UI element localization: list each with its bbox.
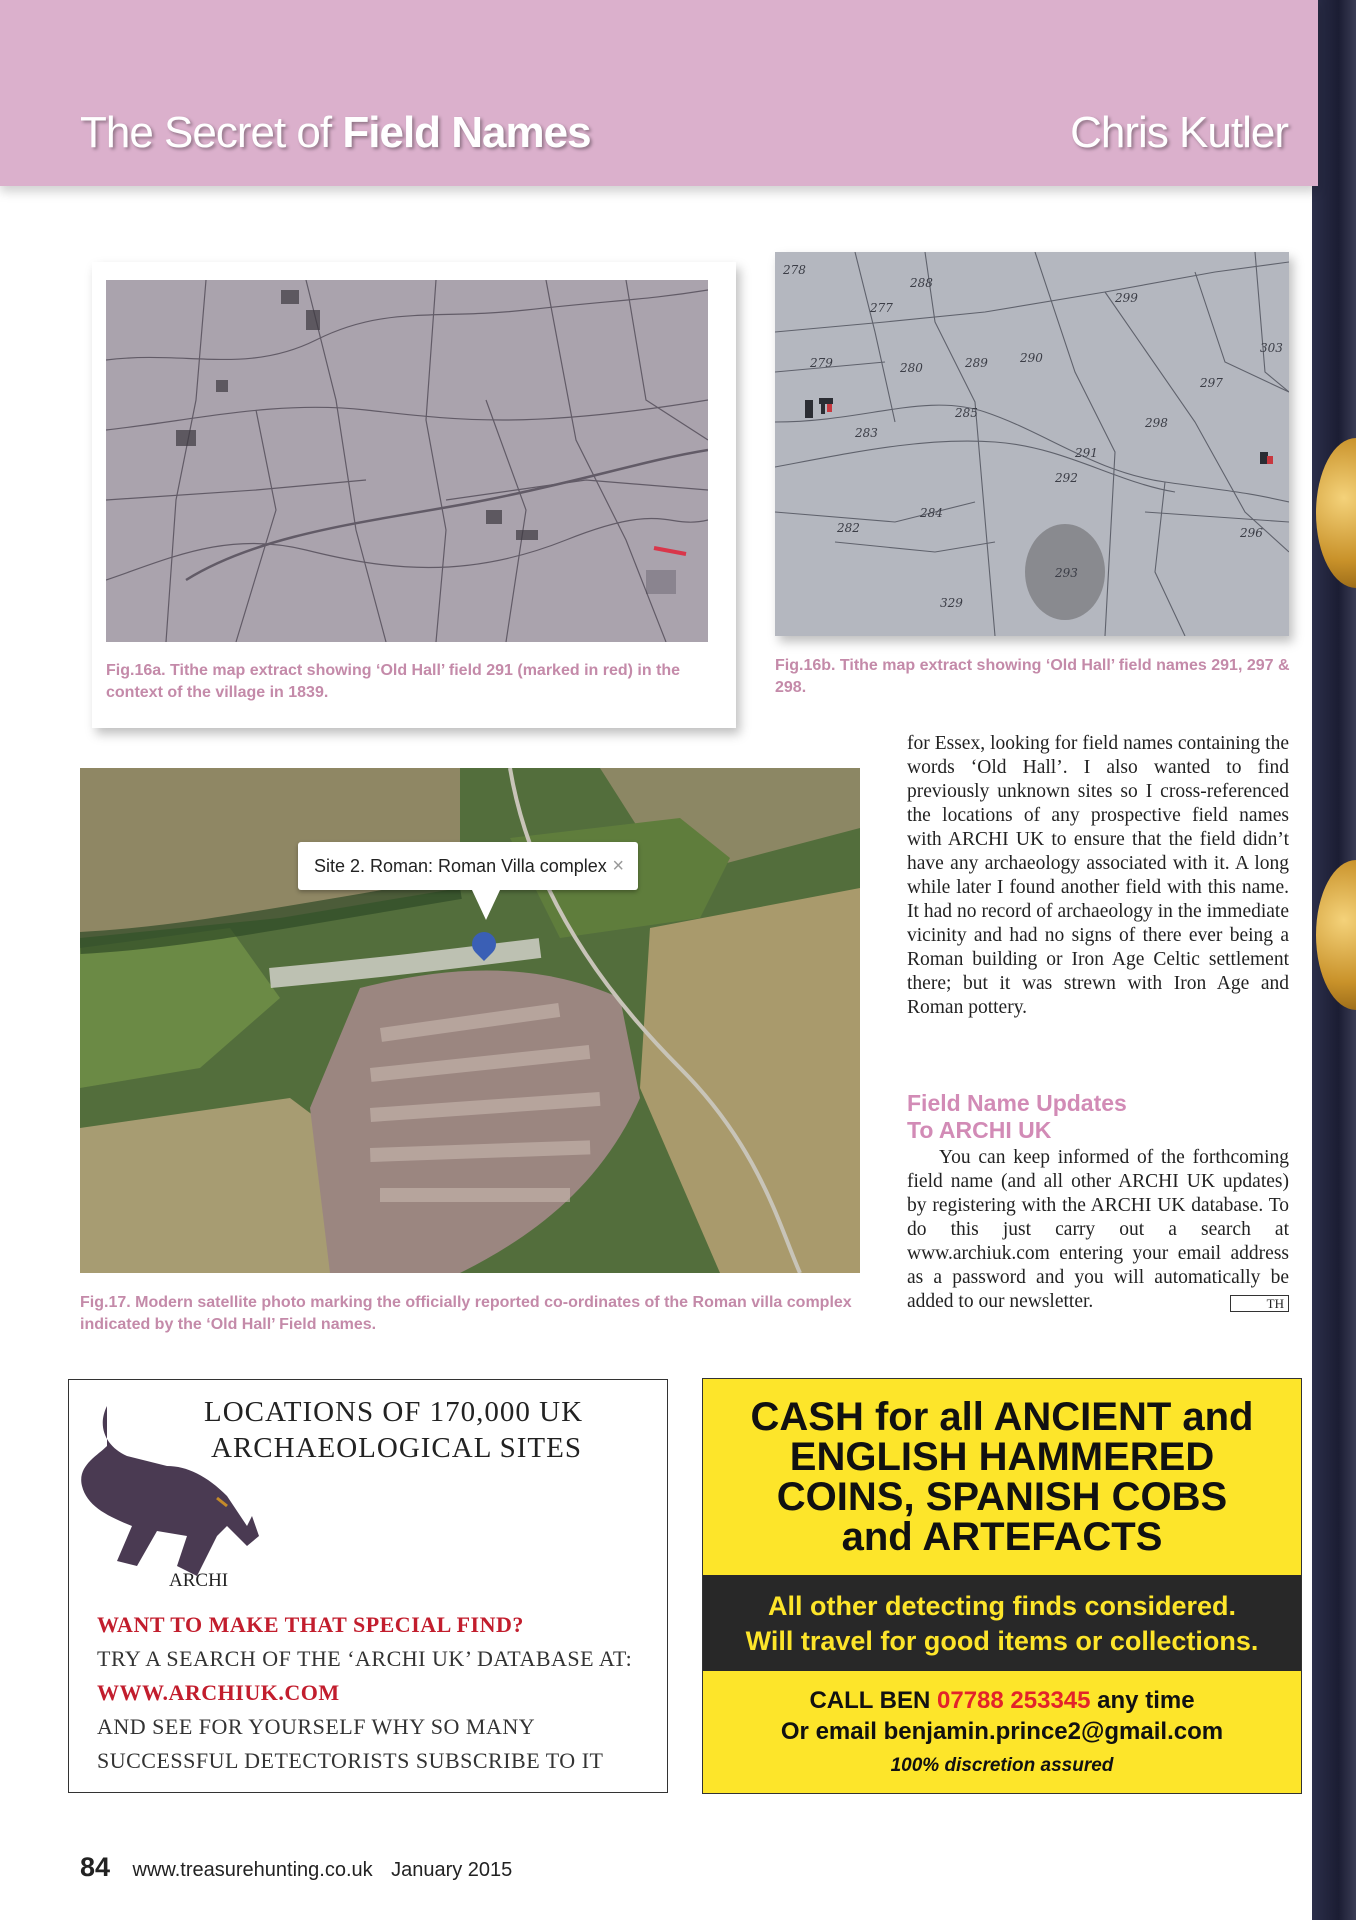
field-label: 291 — [1075, 446, 1098, 460]
archi-headline-2: ARCHAEOLOGICAL SITES — [211, 1432, 582, 1464]
archi-headline-1: LOCATIONS OF 170,000 UK — [204, 1396, 584, 1428]
article-paragraph-2 — [907, 1146, 1289, 1314]
cash-mid-1: All other detecting finds considered. — [767, 1591, 1237, 1621]
archi-logo-text: ARCHI — [169, 1570, 229, 1591]
field-label: 280 — [900, 361, 923, 375]
field-label: 303 — [1260, 341, 1283, 355]
title-bold: Field Names — [342, 108, 591, 157]
field-label: 285 — [955, 406, 978, 420]
cash-line-3: COINS, SPANISH COBS — [776, 1475, 1228, 1519]
close-icon[interactable]: × — [612, 855, 624, 877]
call-prefix: CALL BEN — [809, 1687, 931, 1714]
article-paragraph-1: for Essex, looking for field names containing the words ‘Old Hall’. I also wanted to find previously unknown sites so I cross-referenced the locations of any prospective field names with ARCHI UK to ensure that the field didn’t have any archaeology associated with it. A long while later I found another field with this name. It had no record of archaeology in the immediate vicinity and had no signs of there ever being a Roman building or Iron Age Celtic settlement there; but it was strewn with Iron Age and Roman pottery. — [907, 733, 1289, 1018]
field-label: 282 — [837, 521, 860, 535]
field-label: 296 — [1240, 526, 1263, 540]
field-label: 290 — [1020, 351, 1043, 365]
archi-website-link[interactable]: WWW.ARCHIUK.COM — [97, 1680, 340, 1705]
call-line — [703, 1685, 1301, 1716]
archi-line-5: SUCCESSFUL DETECTORISTS SUBSCRIBE TO IT — [97, 1748, 604, 1773]
cash-mid-2: Will travel for good items or collections. — [745, 1626, 1259, 1656]
phone-number[interactable]: 07788 253345 — [937, 1687, 1091, 1714]
section-heading — [907, 1090, 1289, 1144]
tithe-map-village — [106, 280, 708, 642]
paragraph-2-text: You can keep informed of the forthcoming field name (and all other ARCHI UK updates) by registering with the ARCHI UK database. To do this just carry out a search at www.archiuk.com entering your email address as a password and you will automatically be added to our newsletter. — [907, 1147, 1289, 1312]
field-label: 293 — [1055, 566, 1078, 580]
cash-line-1: CASH for all ANCIENT and — [750, 1395, 1254, 1439]
field-label: 297 — [1200, 376, 1223, 390]
footer-website[interactable]: www.treasurehunting.co.uk — [132, 1859, 373, 1881]
archi-advert — [68, 1379, 668, 1793]
page-footer — [80, 1852, 512, 1883]
archi-line-1: WANT TO MAKE THAT SPECIAL FIND? — [97, 1612, 524, 1637]
cash-advert — [702, 1378, 1302, 1794]
field-label: 299 — [1115, 291, 1138, 305]
page-number: 84 — [80, 1852, 111, 1882]
field-label: 277 — [870, 301, 893, 315]
figure-16a-caption: Fig.16a. Tithe map extract showing ‘Old Hall’ field 291 (marked in red) in the context of the village in 1839. — [106, 662, 681, 701]
field-label: 288 — [910, 276, 933, 290]
footer-issue: January 2015 — [391, 1859, 513, 1881]
field-label: 292 — [1055, 471, 1078, 485]
end-mark: TH — [1230, 1295, 1289, 1312]
section-heading-line-1: Field Name Updates — [907, 1090, 1127, 1116]
email-line[interactable]: Or email benjamin.prince2@gmail.com — [780, 1718, 1224, 1745]
section-heading-line-2: To ARCHI UK — [907, 1117, 1052, 1143]
cash-line-2: ENGLISH HAMMERED — [789, 1435, 1215, 1479]
call-suffix: any time — [1097, 1687, 1195, 1714]
field-label: 283 — [855, 426, 878, 440]
field-label: 329 — [940, 596, 963, 610]
figure-17-caption: Fig.17. Modern satellite photo marking the officially reported co-ordinates of the Roman villa complex indicated by the ‘Old Hall’ Field names. — [80, 1294, 852, 1333]
article-title — [80, 108, 591, 158]
figure-16b-caption: Fig.16b. Tithe map extract showing ‘Old Hall’ field names 291, 297 & 298. — [775, 657, 1290, 696]
title-prefix: The Secret of — [80, 108, 332, 157]
article-author: Chris Kutler — [1070, 108, 1288, 157]
discretion-note: 100% discretion assured — [890, 1755, 1114, 1776]
archi-line-4: AND SEE FOR YOURSELF WHY SO MANY — [97, 1714, 536, 1739]
field-label: 278 — [783, 263, 806, 277]
page-header — [0, 0, 1318, 186]
field-label: 289 — [965, 356, 988, 370]
map-popup — [298, 842, 638, 890]
archi-line-2: TRY A SEARCH OF THE ‘ARCHI UK’ DATABASE AT: — [97, 1646, 633, 1671]
tithe-map-fields — [775, 252, 1289, 636]
popup-text: Site 2. Roman: Roman Villa complex — [314, 856, 607, 876]
field-label: 279 — [810, 356, 833, 370]
cash-line-4: and ARTEFACTS — [841, 1515, 1163, 1559]
field-label: 298 — [1145, 416, 1168, 430]
field-label: 284 — [920, 506, 943, 520]
popup-tail — [472, 890, 500, 920]
